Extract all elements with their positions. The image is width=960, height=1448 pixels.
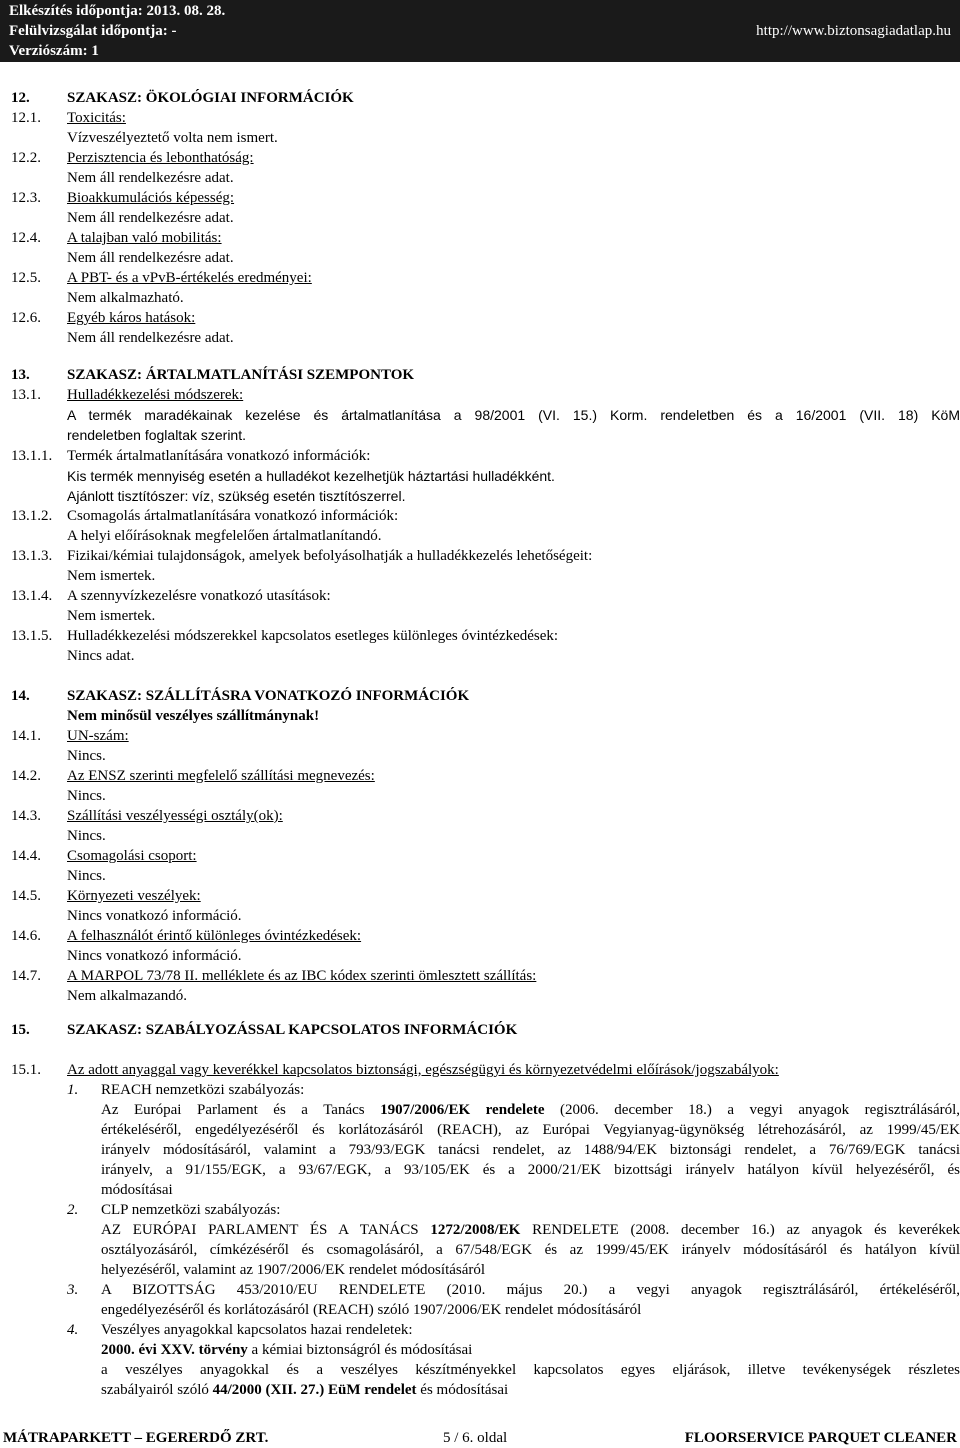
reach-text-line-1-body: Az Európai Parlament és a Tanács 1907/2006/EK rendelete (2006. december 18.) a vegyi anyagok regisztrálásáról,	[101, 1102, 960, 1118]
item-value: Nem áll rendelkezésre adat.	[67, 170, 234, 186]
creation-date: Elkészítés időpontja: 2013. 08. 28.	[9, 3, 226, 19]
item-value: Vízveszélyeztető volta nem ismert.	[67, 130, 278, 146]
item-number: 14.1.	[11, 728, 41, 744]
item-number: 12.4.	[11, 230, 41, 246]
act-description: a kémiai biztonságról és módosításai	[247, 1342, 473, 1358]
item-label: Toxicitás:	[67, 110, 126, 126]
item-number: 14.4.	[11, 848, 41, 864]
item-value: Nem áll rendelkezésre adat.	[67, 210, 234, 226]
version-number: Verziószám: 1	[9, 43, 99, 59]
item-value: Nincs vonatkozó információ.	[67, 948, 242, 964]
page-number: 5 / 6. oldal	[443, 1430, 508, 1446]
item-number: 12.1.	[11, 110, 41, 126]
item-number: 12.2.	[11, 150, 41, 166]
item-value: Nem áll rendelkezésre adat.	[67, 250, 234, 266]
item-number: 14.5.	[11, 888, 41, 904]
company-name: MÁTRAPARKETT – EGERERDŐ ZRT.	[3, 1430, 269, 1446]
item-number: 12.6.	[11, 310, 41, 326]
item-label: Szállítási veszélyességi osztály(ok):	[67, 808, 283, 824]
reach-text-line-3: irányelv módosításáról, valamint a 793/93/EGK tanácsi rendelet, az 1488/94/EK biztonsági rendelet, a 76/769/EGK tanácsi	[101, 1142, 960, 1158]
clp-text-line-2: osztályozásáról, címkézéséről és csomagolásáról, a 67/548/EGK és az 1999/45/EK irányelv módosításáról és hatályon kívül	[101, 1242, 960, 1258]
item-label: A PBT- és a vPvB-értékelés eredményei:	[67, 270, 312, 286]
item-label: UN-szám:	[67, 728, 129, 744]
item-label: Csomagolási csoport:	[67, 848, 197, 864]
item-value: Nem alkalmazható.	[67, 290, 184, 306]
item-label: A MARPOL 73/78 II. melléklete és az IBC kódex szerinti ömlesztett szállítás:	[67, 968, 537, 984]
item-label: Az ENSZ szerinti megfelelő szállítási megnevezés:	[67, 768, 375, 784]
item-number: 14.2.	[11, 768, 41, 784]
item-number: 12.3.	[11, 190, 41, 206]
item-value: Nem alkalmazandó.	[67, 988, 187, 1004]
document-header	[0, 0, 960, 62]
clp-text-line-1: AZ EURÓPAI PARLAMENT ÉS A TANÁCS 1272/2008/EK RENDELETE (2008. december 16.) az anyagok és keverékek	[101, 1222, 960, 1238]
act-number: 2000. évi XXV. törvény	[101, 1342, 248, 1358]
procedures-suffix: és módosításai	[416, 1382, 509, 1398]
eum-decree: 44/2000 (XII. 27.) EüM rendelet	[212, 1382, 417, 1398]
item-number: 14.7.	[11, 968, 41, 984]
item-label: Egyéb káros hatások:	[67, 310, 196, 326]
item-value: Nem áll rendelkezésre adat.	[67, 330, 234, 346]
item-label: Bioakkumulációs képesség:	[67, 190, 235, 206]
item-label: Perzisztencia és lebonthatóság:	[67, 150, 254, 166]
item-label: A felhasználót érintő különleges óvintézkedések:	[67, 928, 362, 944]
item-label: Környezeti veszélyek:	[67, 888, 201, 904]
reach-text-line-2: értékeléséről, engedélyezéséről és korlátozásáról (REACH), az Európai Vegyianyag-ügynökség létrehozásáról, az 1999/45/EK	[101, 1122, 960, 1138]
reach-text-line-1	[101, 1100, 960, 1120]
item-number: 14.3.	[11, 808, 41, 824]
website-link[interactable]: http://www.biztonsagiadatlap.hu	[756, 23, 951, 39]
commission-regulation-line-1: A BIZOTTSÁG 453/2010/EU RENDELETE (2010. május 20.) a vegyi anyagok regisztrálásáról, értékeléséről,	[101, 1282, 960, 1298]
waste-methods-text: A termék maradékainak kezelése és ártalmatlanítása a 98/2001 (VI. 15.) Korm. rendeletben és a 16/2001 (VII. 18) KöM	[67, 407, 960, 423]
item-number: 14.6.	[11, 928, 41, 944]
item-value: Nincs.	[67, 788, 106, 804]
item-value: Nincs.	[67, 868, 106, 884]
procedures-text-line-1: a veszélyes anyagokkal és a veszélyes készítményekkel kapcsolatos egyes eljárások, illetve tevékenységek részletes	[101, 1362, 960, 1378]
item-value: Nincs.	[67, 828, 106, 844]
product-name: FLOORSERVICE PARQUET CLEANER	[684, 1430, 957, 1446]
item-number: 12.5.	[11, 270, 41, 286]
item-value: Nincs vonatkozó információ.	[67, 908, 242, 924]
item-label: A talajban való mobilitás:	[67, 230, 222, 246]
procedures-prefix: szabályairól szóló	[101, 1382, 213, 1398]
reach-text-line-4: irányelv, a 91/155/EGK, a 93/67/EGK, a 93/105/EK és a 2000/21/EK bizottsági irányelv hatályon kívül helyezéséről, és	[101, 1162, 960, 1178]
review-date: Felülvizsgálat időpontja: -	[9, 23, 177, 39]
item-value: Nincs.	[67, 748, 106, 764]
